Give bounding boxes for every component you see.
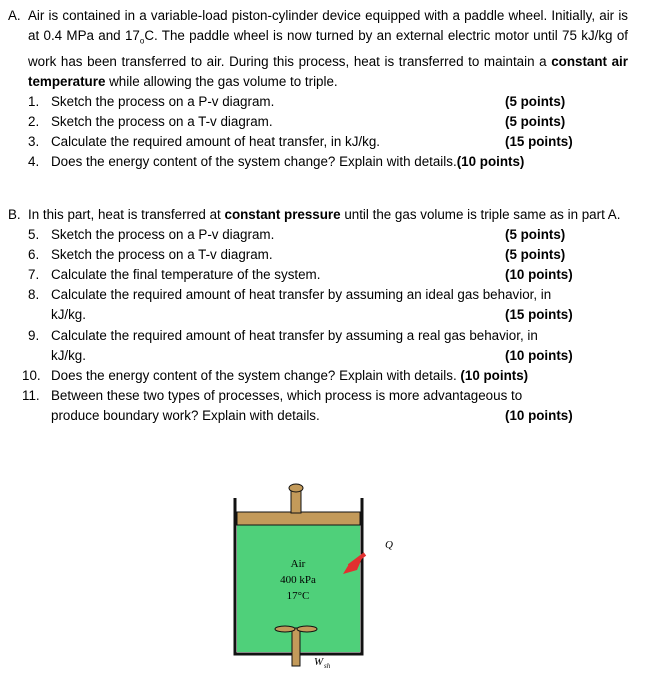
- part-a-intro: [8, 6, 628, 92]
- part-a-letter: A.: [8, 8, 21, 23]
- part-a-intro-bold: constant air temperature: [28, 53, 628, 89]
- degree-mark: o: [139, 36, 145, 46]
- piston: [237, 512, 360, 525]
- question-text-line-1: Calculate the required amount of heat transfer by assuming a real gas behavior, in: [51, 327, 538, 343]
- work-subscript: sh: [324, 662, 331, 670]
- question-text: Calculate the required amount of heat transfer, in kJ/kg.: [51, 134, 380, 150]
- part-b-letter: B.: [8, 207, 21, 222]
- gas-label: Air: [290, 558, 306, 570]
- question-8: [8, 285, 628, 325]
- question-number: 11.: [22, 387, 40, 403]
- temperature-label: 17°C: [286, 590, 310, 602]
- piston-cylinder-diagram: [225, 478, 405, 683]
- part-b-intro: [8, 205, 628, 225]
- question-text-line-2: kJ/kg.: [51, 307, 86, 323]
- question-1: [8, 92, 628, 112]
- piston-rod-head: [289, 484, 303, 492]
- question-points: (15 points): [505, 307, 573, 323]
- paddle-blade-left: [275, 626, 295, 632]
- question-text: Calculate the final temperature of the system.: [51, 267, 321, 283]
- question-points: (5 points): [505, 247, 566, 263]
- part-b-intro-text-1: In this part, heat is transferred at: [28, 207, 225, 222]
- question-text-line-1: Between these two types of processes, which process is more advantageous to: [51, 387, 523, 403]
- pressure-label: 400 kPa: [280, 574, 316, 586]
- question-number: 3.: [28, 134, 40, 150]
- question-text: Does the energy content of the system change? Explain with details.: [51, 154, 457, 170]
- question-text: Sketch the process on a P-v diagram.: [51, 227, 275, 243]
- question-points: (10 points): [505, 347, 573, 363]
- question-text-line-1: Calculate the required amount of heat transfer by assuming an ideal gas behavior, in: [51, 287, 552, 303]
- question-text: Does the energy content of the system change? Explain with details.: [51, 367, 457, 383]
- question-points: (10 points): [505, 407, 573, 423]
- work-label: W: [314, 656, 324, 668]
- question-points: (10 points): [456, 154, 525, 170]
- question-2: [8, 112, 628, 132]
- part-b: [8, 205, 628, 426]
- heat-label: Q: [385, 539, 393, 551]
- question-4: [8, 152, 628, 172]
- question-text-line-2: produce boundary work? Explain with details.: [51, 407, 320, 423]
- part-a-intro-text-3: while allowing the gas volume to triple.: [105, 73, 338, 89]
- question-10: [8, 366, 628, 386]
- question-text: Sketch the process on a T-v diagram.: [51, 247, 273, 263]
- question-3: [8, 132, 628, 152]
- part-b-intro-bold: constant pressure: [224, 207, 341, 222]
- question-number: 2.: [28, 114, 40, 130]
- question-text-line-2: kJ/kg.: [51, 347, 86, 363]
- question-5: [8, 225, 628, 245]
- question-number: 9.: [28, 327, 40, 343]
- question-points: (10 points): [505, 267, 573, 283]
- question-9: [8, 326, 628, 366]
- part-a: [8, 6, 628, 172]
- question-number: 8.: [28, 287, 40, 303]
- question-number: 7.: [28, 267, 40, 283]
- question-points: (10 points): [460, 367, 529, 383]
- question-points: (5 points): [505, 114, 566, 130]
- question-points: (5 points): [505, 94, 566, 110]
- part-a-intro-text-1: Air is contained in a variable-load piston-cylinder device equipped with a paddle wheel. Initially, air is at 0.4 MPa and 17: [28, 8, 628, 44]
- question-number: 5.: [28, 227, 40, 243]
- question-points: (15 points): [505, 134, 573, 150]
- question-points: (5 points): [505, 227, 566, 243]
- question-11: [8, 386, 628, 426]
- part-b-intro-text-2: until the gas volume is triple same as in part A.: [340, 207, 621, 222]
- question-number: 6.: [28, 247, 40, 263]
- question-number: 1.: [28, 94, 40, 110]
- question-number: 10.: [22, 367, 41, 383]
- question-6: [8, 245, 628, 265]
- paddle-shaft: [292, 628, 300, 666]
- question-number: 4.: [28, 154, 40, 170]
- part-a-intro-text-2: C. The paddle wheel is now turned by an external electric motor until 75 kJ/kg of work has been transferred to air. During this process, heat is transferred to maintain a: [28, 28, 628, 69]
- question-7: [8, 265, 628, 285]
- question-text: Sketch the process on a T-v diagram.: [51, 114, 273, 130]
- paddle-blade-right: [297, 626, 317, 632]
- question-text: Sketch the process on a P-v diagram.: [51, 94, 275, 110]
